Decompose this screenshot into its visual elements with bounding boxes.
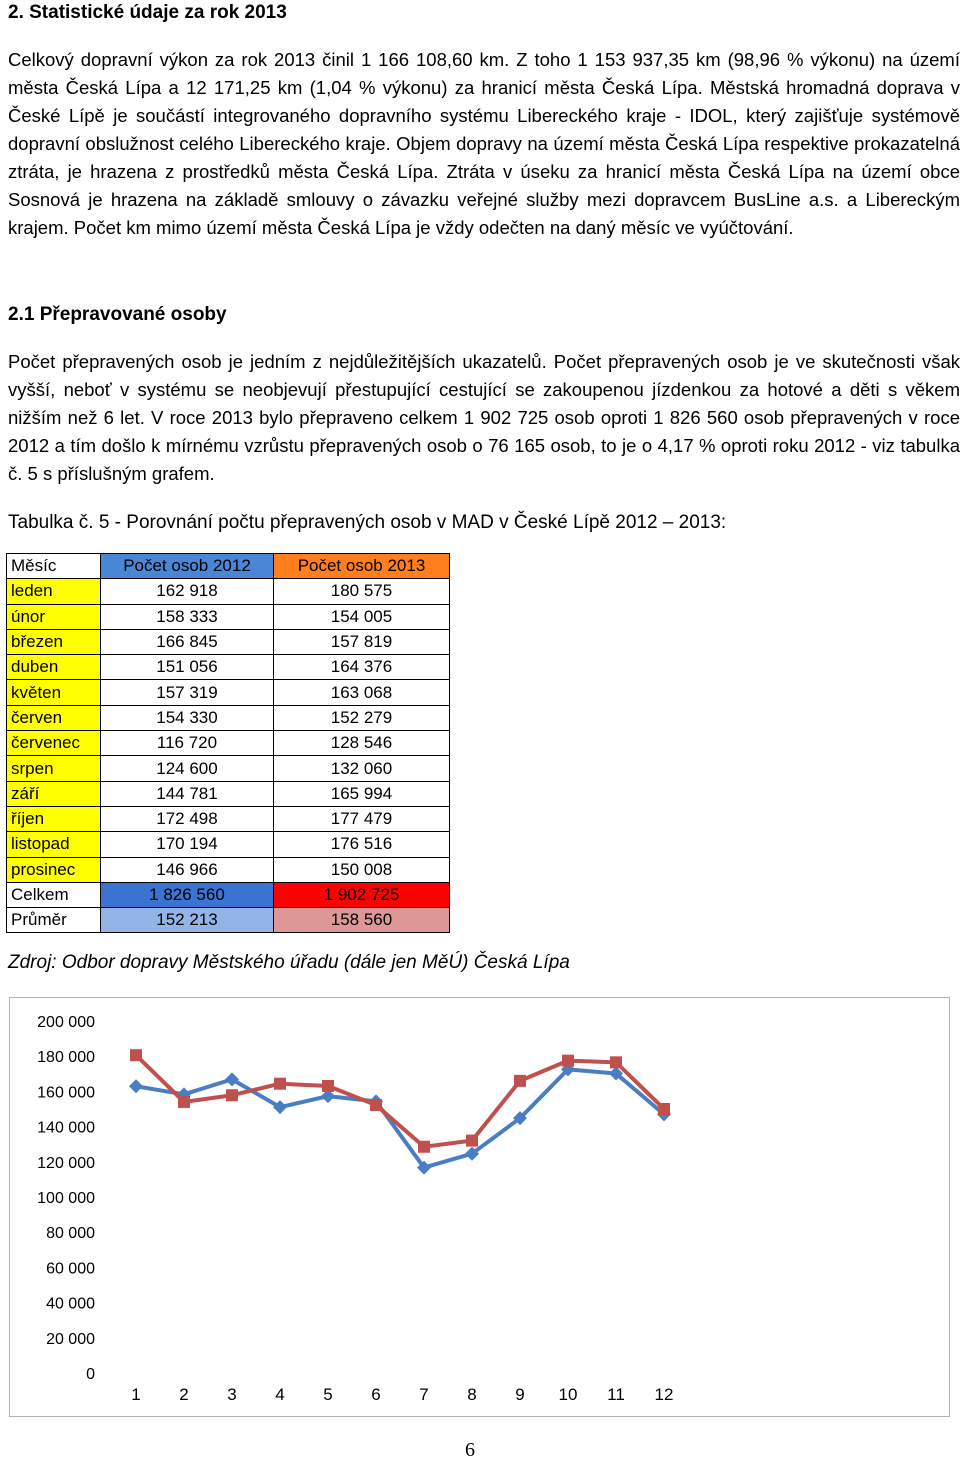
value-2013-cell: 163 068	[274, 680, 450, 705]
x-tick-label: 3	[227, 1385, 237, 1404]
value-2012-cell: 166 845	[101, 629, 274, 654]
value-2013-cell: 154 005	[274, 604, 450, 629]
source-note: Zdroj: Odbor dopravy Městského úřadu (dále jen MěÚ) Česká Lípa	[8, 952, 570, 973]
average-2012: 152 213	[101, 908, 274, 933]
value-2013-cell: 157 819	[274, 629, 450, 654]
y-tick-label: 20 000	[46, 1330, 95, 1348]
x-tick-label: 10	[558, 1385, 578, 1404]
value-2013-cell: 177 479	[274, 806, 450, 831]
data-point-2013	[610, 1056, 622, 1068]
x-tick-label: 12	[654, 1385, 674, 1404]
total-2013: 1 902 725	[274, 882, 450, 907]
table-caption: Tabulka č. 5 - Porovnání počtu přepravených osob v MAD v České Lípě 2012 – 2013:	[8, 512, 727, 533]
average-row	[7, 908, 450, 933]
subsection-heading: 2.1 Přepravované osoby	[8, 304, 227, 325]
table-row	[7, 680, 450, 705]
y-tick-label: 200 000	[37, 1014, 95, 1031]
value-2013-cell: 128 546	[274, 731, 450, 756]
page-number: 6	[465, 1439, 475, 1461]
table-row	[7, 731, 450, 756]
data-point-2012	[129, 1079, 143, 1093]
value-2013-cell: 180 575	[274, 579, 450, 604]
x-tick-label: 7	[419, 1385, 429, 1404]
value-2012-cell: 154 330	[101, 705, 274, 730]
value-2013-cell: 164 376	[274, 655, 450, 680]
data-point-2013	[466, 1135, 478, 1147]
table-row	[7, 579, 450, 604]
table-row	[7, 781, 450, 806]
value-2013-cell: 150 008	[274, 857, 450, 882]
paragraph-passengers: Počet přepravených osob je jedním z nejdůležitějších ukazatelů. Počet přepravených osob je ve skutečnosti však vyšší, neboť v systému se neobjevují přestupující cestující se zakoupenou jízdenkou za hotové a děti s věkem nižším než 6 let. V roce 2013 bylo přepraveno celkem 1 902 725 osob oproti 1 826 560 osob přepravených v roce 2012 a tím došlo k mírnému vzrůstu přepravených osob o 76 165 osob, to je o 4,17 % oproti roku 2012 - viz tabulka č. 5 s příslušným grafem.	[8, 351, 960, 484]
month-cell: srpen	[7, 756, 101, 781]
value-2012-cell: 170 194	[101, 832, 274, 857]
value-2012-cell: 116 720	[101, 731, 274, 756]
header-2012: Počet osob 2012	[101, 554, 274, 579]
value-2013-cell: 152 279	[274, 705, 450, 730]
x-tick-label: 1	[131, 1385, 141, 1404]
x-tick-label: 8	[467, 1385, 477, 1404]
data-point-2013	[130, 1049, 142, 1061]
month-cell: červen	[7, 705, 101, 730]
series-line-2012	[136, 1069, 664, 1167]
table-row	[7, 655, 450, 680]
x-tick-label: 4	[275, 1385, 285, 1404]
x-tick-label: 11	[607, 1385, 625, 1404]
table-row	[7, 629, 450, 654]
y-tick-label: 100 000	[37, 1190, 95, 1207]
value-2013-cell: 176 516	[274, 832, 450, 857]
average-2013: 158 560	[274, 908, 450, 933]
average-label: Průměr	[7, 908, 101, 933]
data-point-2013	[562, 1055, 574, 1067]
month-cell: prosinec	[7, 857, 101, 882]
y-tick-label: 80 000	[46, 1225, 95, 1243]
total-2012: 1 826 560	[101, 882, 274, 907]
month-cell: březen	[7, 629, 101, 654]
section-heading: 2. Statistické údaje za rok 2013	[8, 2, 287, 23]
data-point-2013	[274, 1078, 286, 1090]
header-month: Měsíc	[7, 554, 101, 579]
month-cell: květen	[7, 680, 101, 705]
table-row	[7, 806, 450, 831]
data-point-2013	[514, 1075, 526, 1087]
value-2013-cell: 132 060	[274, 756, 450, 781]
x-tick-label: 5	[323, 1385, 333, 1404]
x-tick-label: 6	[371, 1385, 381, 1404]
y-tick-label: 60 000	[46, 1260, 95, 1278]
y-tick-label: 160 000	[37, 1084, 95, 1102]
value-2012-cell: 172 498	[101, 806, 274, 831]
data-point-2013	[322, 1080, 334, 1092]
value-2012-cell: 158 333	[101, 604, 274, 629]
paragraph-performance: Celkový dopravní výkon za rok 2013 činil 1 166 108,60 km. Z toho 1 153 937,35 km (98,96 % výkonu) na území města Česká Lípa a 12 171,25 km (1,04 % výkonu) za hranicí města Česká Lípa. Městská hromadná doprava v České Lípě je součástí integrovaného dopravního systému Libereckého kraje - IDOL, který zajišťuje systémově dopravní obslužnost celého Libereckého kraje. Objem dopravy na území města Česká Lípa respektive prokazatelná ztráta, je hrazena z prostředků města Česká Lípa. Ztráta v úseku za hranicí města Česká Lípa na území obce Sosnová je hrazena na základě smlouvy o závazku veřejné služby mezi dopravcem BusLine a.s. a Libereckým krajem. Počet km mimo území města Česká Lípa je vždy odečten na daný měsíc ve vyúčtování.	[8, 49, 960, 238]
x-tick-label: 2	[179, 1385, 189, 1404]
value-2012-cell: 157 319	[101, 680, 274, 705]
passenger-table-body	[7, 554, 450, 933]
month-cell: leden	[7, 579, 101, 604]
month-cell: duben	[7, 655, 101, 680]
total-label: Celkem	[7, 882, 101, 907]
data-point-2013	[370, 1099, 382, 1111]
month-cell: únor	[7, 604, 101, 629]
value-2012-cell: 144 781	[101, 781, 274, 806]
month-cell: říjen	[7, 806, 101, 831]
table-row	[7, 832, 450, 857]
value-2013-cell: 165 994	[274, 781, 450, 806]
chart-svg	[10, 998, 951, 1418]
month-cell: listopad	[7, 832, 101, 857]
table-row	[7, 604, 450, 629]
data-point-2013	[178, 1096, 190, 1108]
y-tick-label: 180 000	[37, 1049, 95, 1067]
total-row	[7, 882, 450, 907]
data-point-2013	[226, 1089, 238, 1101]
passenger-line-chart	[9, 997, 950, 1417]
header-2013: Počet osob 2013	[274, 554, 450, 579]
y-tick-label: 120 000	[37, 1154, 95, 1172]
x-tick-label: 9	[515, 1385, 525, 1404]
y-tick-label: 0	[86, 1366, 95, 1383]
table-row	[7, 857, 450, 882]
table-header-row	[7, 554, 450, 579]
passenger-table	[6, 553, 450, 933]
y-tick-label: 40 000	[46, 1295, 95, 1313]
data-point-2013	[418, 1141, 430, 1153]
table-row	[7, 705, 450, 730]
table-row	[7, 756, 450, 781]
month-cell: červenec	[7, 731, 101, 756]
data-point-2013	[658, 1103, 670, 1115]
month-cell: září	[7, 781, 101, 806]
y-tick-label: 140 000	[37, 1119, 95, 1137]
value-2012-cell: 151 056	[101, 655, 274, 680]
value-2012-cell: 124 600	[101, 756, 274, 781]
value-2012-cell: 162 918	[101, 579, 274, 604]
value-2012-cell: 146 966	[101, 857, 274, 882]
